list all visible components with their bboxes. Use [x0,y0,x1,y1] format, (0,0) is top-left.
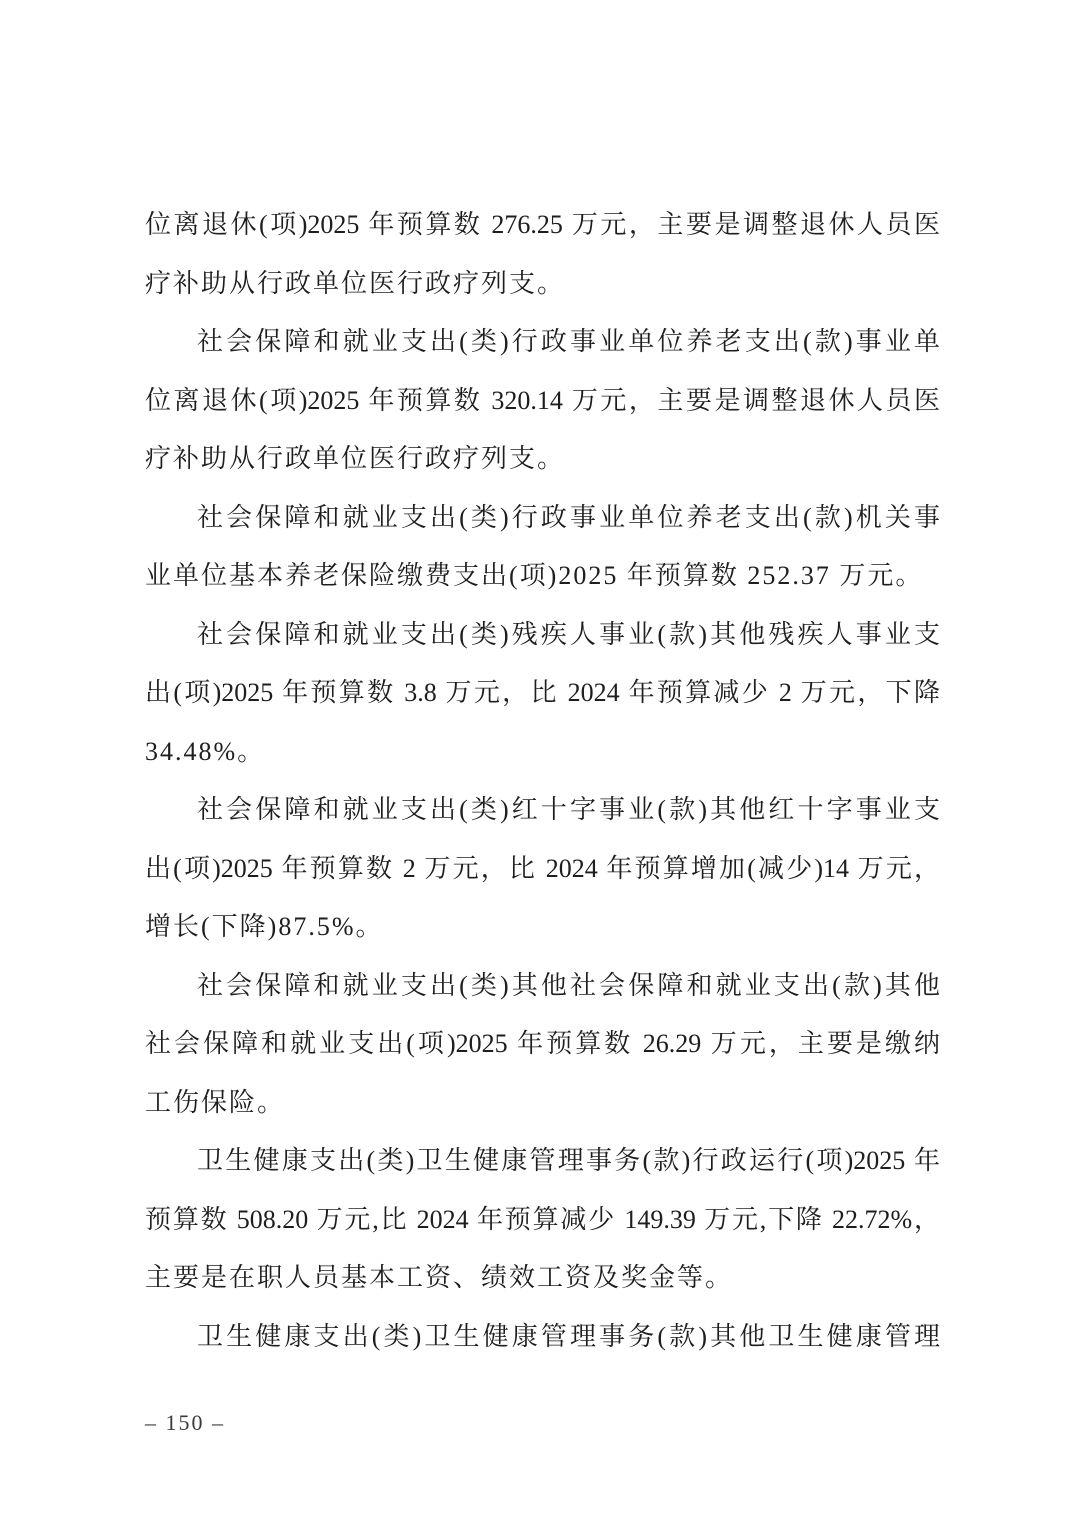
text-line: 卫生健康支出(类)卫生健康管理事务(款)行政运行(项)2025 年 [197,1146,940,1175]
paragraph-7 [145,1132,940,1308]
text-line: 增长(下降)87.5%。 [145,912,384,941]
text-line: 工伤保险。 [145,1087,286,1117]
body-text [145,196,940,1366]
paragraph-1 [145,196,940,313]
paragraph-2 [145,313,940,489]
text-line: 社会保障和就业支出(类)红十字事业(款)其他红十字事业支 [197,795,940,824]
page-number: – 150 – [145,1410,225,1435]
paragraph-4 [145,606,940,782]
text-line: 主要是在职人员基本工资、绩效工资及奖金等。 [145,1263,734,1292]
text-line: 社会保障和就业支出(项)2025 年预算数 26.29 万元，主要是缴纳 [145,1029,940,1058]
paragraph-3 [145,489,940,606]
text-line: 疗补助从行政单位医行政疗列支。 [145,444,566,473]
paragraph-5 [145,781,940,957]
text-line: 出(项)2025 年预算数 3.8 万元，比 2024 年预算减少 2 万元，下降 [145,678,940,707]
text-line: 出(项)2025 年预算数 2 万元，比 2024 年预算增加(减少)14 万元， [145,853,940,883]
text-line: 34.48%。 [145,736,266,766]
text-line: 位离退休(项)2025 年预算数 320.14 万元，主要是调整退休人员医 [145,385,940,415]
paragraph-8 [145,1308,940,1367]
text-line: 社会保障和就业支出(类)行政事业单位养老支出(款)机关事 [197,502,940,532]
text-line: 卫生健康支出(类)卫生健康管理事务(款)其他卫生健康管理 [197,1321,940,1351]
text-line: 疗补助从行政单位医行政疗列支。 [145,268,566,298]
text-line: 社会保障和就业支出(类)其他社会保障和就业支出(款)其他 [197,970,940,1000]
paragraph-6 [145,957,940,1133]
text-line: 位离退休(项)2025 年预算数 276.25 万元，主要是调整退休人员医 [145,210,940,239]
text-line: 预算数 508.20 万元,比 2024 年预算减少 149.39 万元,下降 22.72%， [145,1204,940,1234]
text-line: 社会保障和就业支出(类)残疾人事业(款)其他残疾人事业支 [197,619,940,649]
text-line: 社会保障和就业支出(类)行政事业单位养老支出(款)事业单 [197,327,940,356]
text-line: 业单位基本养老保险缴费支出(项)2025 年预算数 252.37 万元。 [145,561,924,590]
